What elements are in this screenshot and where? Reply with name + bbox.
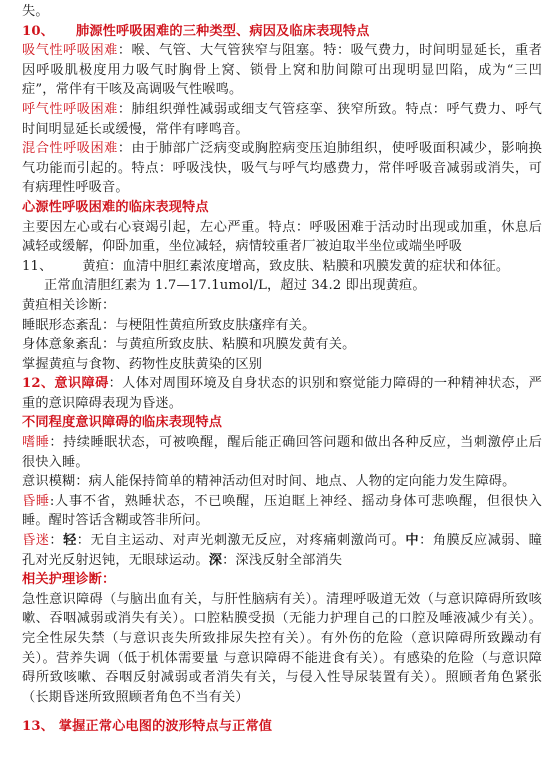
mixed-dyspnea-text: ：由于肺部广泛病变或胸腔病变压迫肺组织，使呼吸面积减少，影响换气功能而引起的。特点：呼吸浅快，吸气与呼气均感费力，常伴呼吸音减弱或消失，可有病理性呼吸音。 — [22, 141, 542, 196]
coma-light-text: ：无自主运动、对声光刺激无反应，对疼痛刺激尚可。 — [76, 533, 406, 549]
cardiac-dyspnea-paragraph: 主要因左心或右心衰竭引起，左心严重。特点：呼吸困难于活动时出现或加重，休息后减轻或缓解，仰卧加重，坐位减轻，病情较重者厂被迫取半坐位或端坐呼吸 — [22, 219, 542, 255]
section-12-paragraph — [22, 374, 542, 413]
sleep-disorder-diagnosis: 睡眠形态紊乱：与梗阻性黄疸所致皮肤瘙痒有关。 — [22, 317, 316, 333]
section-13-heading: 13、 掌握正常心电图的波形特点与正常值 — [22, 719, 273, 735]
coma-moderate-text: ：角膜反应减弱、瞳孔对光反射迟钝，无眼球运动。 — [22, 533, 542, 568]
coma-light-label: 轻 — [63, 533, 77, 549]
coma-deep-label: 深 — [208, 552, 223, 568]
stupor-text: :人事不省，熟睡状态，不已唤醒，压迫眶上神经、摇动身体可悲唤醒，但很快入睡。醒时答话含糊或答非所问。 — [22, 493, 542, 529]
stupor-paragraph — [22, 492, 542, 531]
expiratory-dyspnea-term: 呼气性呼吸困难 — [22, 101, 118, 117]
somnolence-text: ：持续睡眠状态，可被唤醒，醒后能正确回答问题和做出各种反应，当刺激停止后很快入睡。 — [22, 435, 542, 470]
somnolence-paragraph — [22, 433, 542, 472]
coma-moderate-label: 中 — [405, 533, 420, 549]
inspiratory-dyspnea-text: ：喉、气管、大气管狭窄与阻塞。特：吸气费力，时间明显延长，重者因呼吸肌极度用力吸气时胸骨上窝、锁骨上窝和肋间隙可出现明显凹陷，成为“三凹症”，常伴有干咳及高调吸气性喉鸣。 — [22, 43, 542, 98]
coma-deep-text: ：深浅反射全部消失 — [222, 552, 343, 568]
stupor-term: 昏睡 — [22, 493, 50, 509]
section-10-heading — [22, 22, 542, 42]
section-11-number: 11、 — [22, 258, 53, 274]
jaundice-definition: 黄疸：血清中胆红素浓度增高，致皮肤、粘膜和巩膜发黄的症状和体征。 — [82, 258, 510, 274]
mixed-dyspnea-term: 混合性呼吸困难 — [22, 141, 118, 157]
continued-text: 失。 — [22, 4, 49, 19]
jaundice-distinction: 掌握黄疸与食物、药物性皮肤黄染的区别 — [22, 356, 263, 372]
section-11-heading — [22, 257, 542, 277]
confusion-paragraph: 意识模糊：病人能保持简单的精神活动但对时间、地点、人物的定向能力发生障碍。 — [22, 474, 516, 490]
expiratory-dyspnea-paragraph — [22, 100, 542, 139]
section-10-number: 10、 — [22, 23, 54, 39]
inspiratory-dyspnea-paragraph — [22, 41, 542, 100]
bilirubin-normal-range: 正常血清胆红素为 1.7—17.1umol/L，超过 34.2 即出现黄疸。 — [44, 278, 426, 294]
cardiac-dyspnea-heading: 心源性呼吸困难的临床表现特点 — [22, 199, 209, 215]
nursing-diagnosis-heading: 相关护理诊断： — [22, 572, 116, 588]
section-10-title: 肺源性呼吸困难的三种类型、病因及临床表现特点 — [76, 23, 370, 39]
coma-paragraph — [22, 531, 542, 570]
section-12-heading: 12、意识障碍 — [22, 376, 109, 392]
jaundice-diagnosis-title: 黄疸相关诊断： — [22, 297, 116, 313]
mixed-dyspnea-paragraph — [22, 139, 542, 198]
coma-term: 昏迷 — [22, 533, 50, 549]
nursing-diagnosis-paragraph: 急性意识障碍（与脑出血有关，与肝性脑病有关）。清理呼吸道无效（与意识障碍所致咳嗽、吞咽减弱或消失有关）。口腔粘膜受损（无能力护理自己的口腔及唾液减少有关）。完全性尿失禁（与意识丧失所致排尿失控有关）。有外伤的危险（意识障碍所致躁动有关）。营养失调（低于机体需要量 与意识障碍不能进食有关）。有感染的危险（与意识障碍所致咳嗽、吞咽反射减弱或者消失有关，与侵入性导尿装置有关）。照顾者角色紧张（长期昏迷所致照顾者角色不当有关） — [22, 591, 542, 705]
somnolence-term: 嗜睡 — [22, 435, 50, 451]
inspiratory-dyspnea-term: 吸气性呼吸困难 — [22, 43, 118, 59]
consciousness-levels-heading: 不同程度意识障碍的临床表现特点 — [22, 415, 223, 431]
body-image-diagnosis: 身体意象紊乱：与黄疸所致皮肤、粘膜和巩膜发黄有关。 — [22, 337, 356, 353]
consciousness-disorder-definition: ：人体对周围环境及自身状态的识别和察觉能力障碍的一种精神状态，严重的意识障碍表现为昏迷。 — [22, 376, 543, 411]
coma-colon: ： — [49, 533, 64, 549]
expiratory-dyspnea-text: ：肺组织弹性减弱或细支气管痉挛、狭窄所致。特点：呼气费力、呼气时间明显延长或缓慢，常伴有哮鸣音。 — [22, 101, 542, 137]
